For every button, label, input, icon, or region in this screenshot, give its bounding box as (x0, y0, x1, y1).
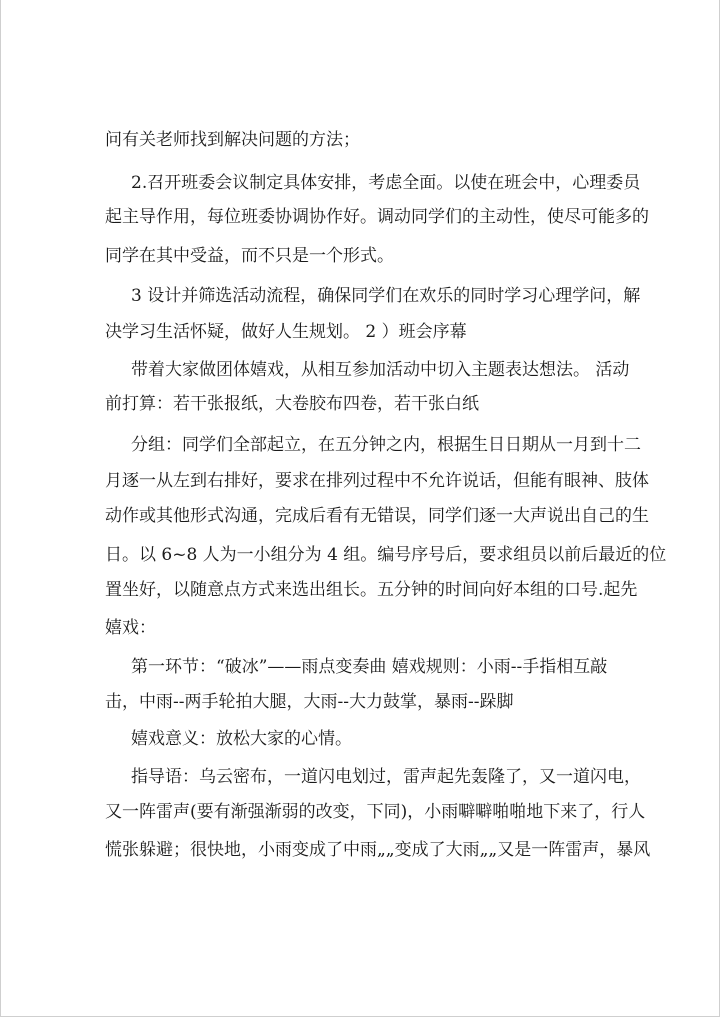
text-line: 问有关老师找到解决问题的方法； (105, 130, 360, 150)
text-line: 慌张躲避；很快地，小雨变成了中雨„„变成了大雨„„又是一阵雷声，暴风 (105, 840, 651, 860)
text-line: 带着大家做团体嬉戏，从相互参加活动中切入主题表达想法。 活动 (131, 360, 630, 380)
text-line: 同学在其中受益，而不只是一个形式。 (105, 246, 394, 266)
text-line: 第一环节：“破冰”——雨点变奏曲 嬉戏规则：小雨--手指相互敲 (131, 657, 608, 677)
text-line: 指导语：乌云密布，一道闪电划过，雷声起先轰隆了，又一道闪电， (131, 767, 641, 787)
text-line: 3 设计并筛选活动流程，确保同学们在欢乐的同时学习心理学问，解 (131, 286, 641, 306)
text-line: 决学习生活怀疑，做好人生规划。 2 ）班会序幕 (105, 322, 467, 342)
text-line: 前打算：若干张报纸，大卷胶布四卷，若干张白纸 (105, 394, 479, 414)
text-line: 击，中雨--两手轮拍大腿，大雨--大力鼓掌，暴雨--跺脚 (105, 692, 514, 712)
text-line: 嬉戏： (105, 618, 156, 638)
text-line: 起主导作用，每位班委协调协作好。调动同学们的主动性，使尽可能多的 (105, 207, 649, 227)
text-line: 置坐好，以随意点方式来选出组长。五分钟的时间向好本组的口号.起先 (105, 580, 638, 600)
text-line: 又一阵雷声(要有渐强渐弱的改变，下同)，小雨噼噼啪啪地下来了，行人 (105, 802, 646, 822)
text-line: 日。以 6~8 人为一小组分为 4 组。编号序号后，要求组员以前后最近的位 (105, 545, 667, 565)
text-line: 嬉戏意义：放松大家的心情。 (131, 729, 352, 749)
text-line: 动作或其他形式沟通，完成后看有无错误，同学们逐一大声说出自己的生 (105, 506, 649, 526)
text-line: 月逐一从左到右排好，要求在排列过程中不允许说话，但能有眼神、肢体 (105, 471, 649, 491)
text-line: 2.召开班委会议制定具体安排，考虑全面。以使在班会中，心理委员 (131, 173, 641, 193)
text-line: 分组：同学们全部起立，在五分钟之内，根据生日日期从一月到十二 (131, 435, 641, 455)
